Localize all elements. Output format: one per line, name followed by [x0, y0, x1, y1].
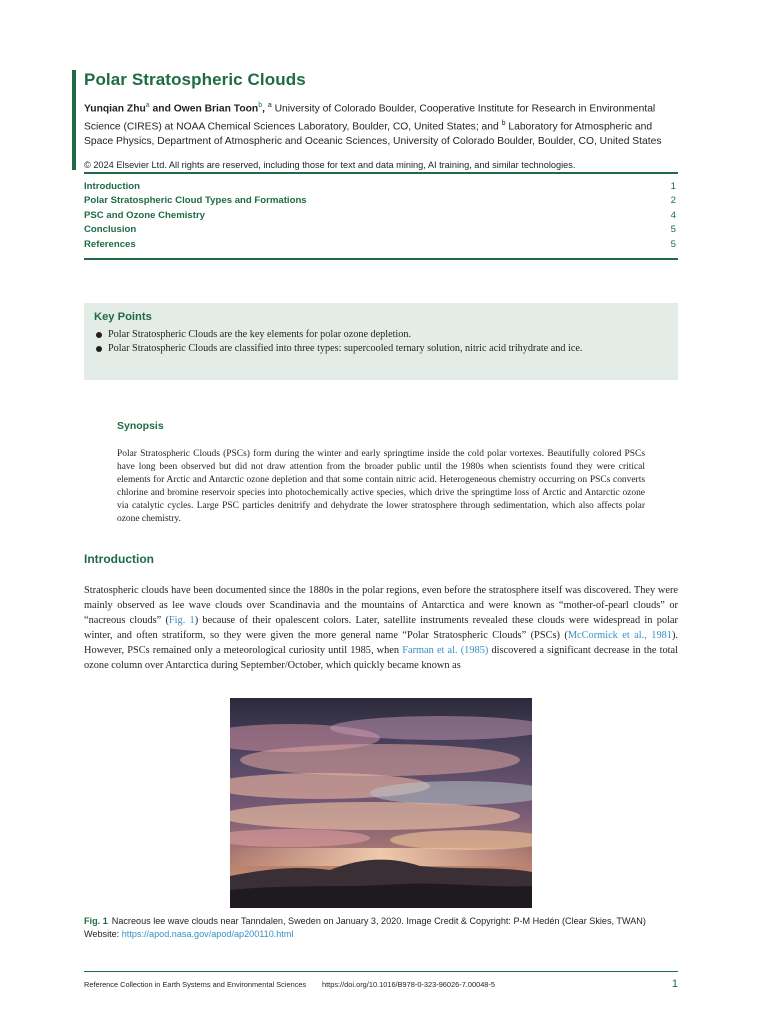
intro-text-4: discovered a significant decrease in the total ozone column over Antarctica during September/October, which quickly became known as	[84, 645, 679, 672]
page-footer	[84, 971, 678, 990]
figure-link[interactable]: Fig. 1	[168, 615, 195, 627]
key-points-box	[84, 303, 678, 380]
citation-link-farman[interactable]: Farman et al. (1985)	[402, 645, 489, 657]
author-sup-a[interactable]: a	[145, 102, 150, 109]
citation-link-mccormick[interactable]: McCormick et al., 1981	[567, 630, 672, 642]
toc-label[interactable]: References	[84, 238, 136, 250]
toc-item[interactable]	[84, 194, 678, 208]
toc-page: 5	[670, 238, 676, 250]
author-affiliations	[84, 99, 678, 150]
synopsis-text: Polar Stratospheric Clouds (PSCs) form during the winter and early springtime inside the cold polar vortexes. Beautifully colored PSCs have long been observed but did not draw attention from the broader public until the 1980s when scientists found they were critical elements for Arctic and Antarctic ozone depletion and that some contain nitric acid. Heterogeneous chemistry occurring on PSCs converts chlorine and bromine reservoir species into photochemically active species, which drive the springtime loss of Arctic and Antarctic ozone via catalytic cycles. Large PSC particles denitrify and dehydrate the lower stratosphere through sedimentation, which also affects polar ozone chemistry.	[117, 449, 645, 524]
key-points-title: Key Points	[94, 311, 152, 323]
synopsis-title: Synopsis	[117, 420, 164, 432]
toc-item[interactable]	[84, 180, 678, 194]
footer-doi-link[interactable]: https://doi.org/10.1016/B978-0-323-96026-7.00048-5	[322, 980, 495, 989]
toc-item[interactable]	[84, 238, 678, 252]
table-of-contents	[84, 172, 678, 260]
footer-series: Reference Collection in Earth Systems and Environmental Sciences	[84, 980, 307, 989]
footer-page-number: 1	[671, 978, 678, 990]
article-title: Polar Stratospheric Clouds	[84, 70, 306, 89]
figure-caption-text: Nacreous lee wave clouds near Tanndalen, Sweden on January 3, 2020. Image Credit & Copyright: P-M Hedén (Clear Skies, TWAN) Website:	[84, 916, 646, 939]
toc-page: 4	[670, 209, 676, 221]
key-point-item: Polar Stratospheric Clouds are the key elements for polar ozone depletion.	[94, 328, 668, 342]
synopsis-section	[117, 420, 645, 525]
author-sup-b[interactable]: b	[258, 102, 263, 109]
intro-text-2: ) because of their opalescent colors. Later, satellite instruments revealed these clouds were widespread in polar winter, and often stratiform, so they were given the more general name “Polar Stratospheric Clouds” (PSCs) (	[84, 615, 678, 642]
copyright-notice: © 2024 Elsevier Ltd. All rights are reserved, including those for text and data mining, AI training, and similar technologies.	[84, 159, 576, 170]
toc-label[interactable]: Conclusion	[84, 224, 137, 236]
figure-label: Fig. 1	[84, 916, 108, 926]
article-header	[72, 70, 678, 170]
affiliation-a: University of Colorado Boulder, Cooperative Institute for Research in Environmental Science (CIRES) at NOAA Chemical Sciences Laboratory, Boulder, CO, United States; and	[84, 103, 656, 133]
key-point-item: Polar Stratospheric Clouds are classified into three types: supercooled ternary solution, nitric acid trihydrate and ice.	[94, 342, 668, 356]
toc-item[interactable]	[84, 209, 678, 223]
introduction-heading: Introduction	[84, 552, 154, 566]
author-comma: ,	[262, 103, 265, 115]
intro-text-1: Stratospheric clouds have been documented since the 1880s in the polar regions, even before the stratosphere itself was discovered. They were mainly observed as lee wave clouds over Scandinavia and the mountains of Antarctica and were known as “mother-of-pearl clouds” or “nacreous clouds” (	[84, 585, 678, 627]
figure-source-link[interactable]: https://apod.nasa.gov/apod/ap200110.html	[121, 928, 294, 939]
introduction-paragraph	[84, 583, 678, 674]
author-name-2: and Owen Brian Toon	[149, 103, 259, 115]
toc-label[interactable]: PSC and Ozone Chemistry	[84, 209, 206, 221]
toc-page: 2	[670, 195, 676, 207]
author-name-1: Yunqian Zhu	[84, 103, 146, 115]
affiliation-sup-b: b	[501, 120, 506, 128]
figure-caption	[84, 915, 678, 940]
affiliation-sup-a: a	[267, 102, 272, 109]
toc-page: 5	[670, 224, 676, 236]
toc-page: 1	[670, 181, 676, 192]
toc-label[interactable]: Polar Stratospheric Cloud Types and Formations	[84, 195, 307, 207]
toc-item[interactable]	[84, 223, 678, 237]
intro-text-3: ). However, PSCs remained only a meteorological curiosity until 1985, when	[84, 630, 678, 657]
toc-label[interactable]: Introduction	[84, 181, 140, 192]
nacreous-clouds-photo	[230, 698, 532, 908]
affiliation-b: Laboratory for Atmospheric and Space Physics, Department of Atmospheric and Oceanic Sciences, University of Colorado Boulder, Boulder, CO, United States	[84, 121, 662, 148]
photo-illustration	[230, 698, 532, 908]
